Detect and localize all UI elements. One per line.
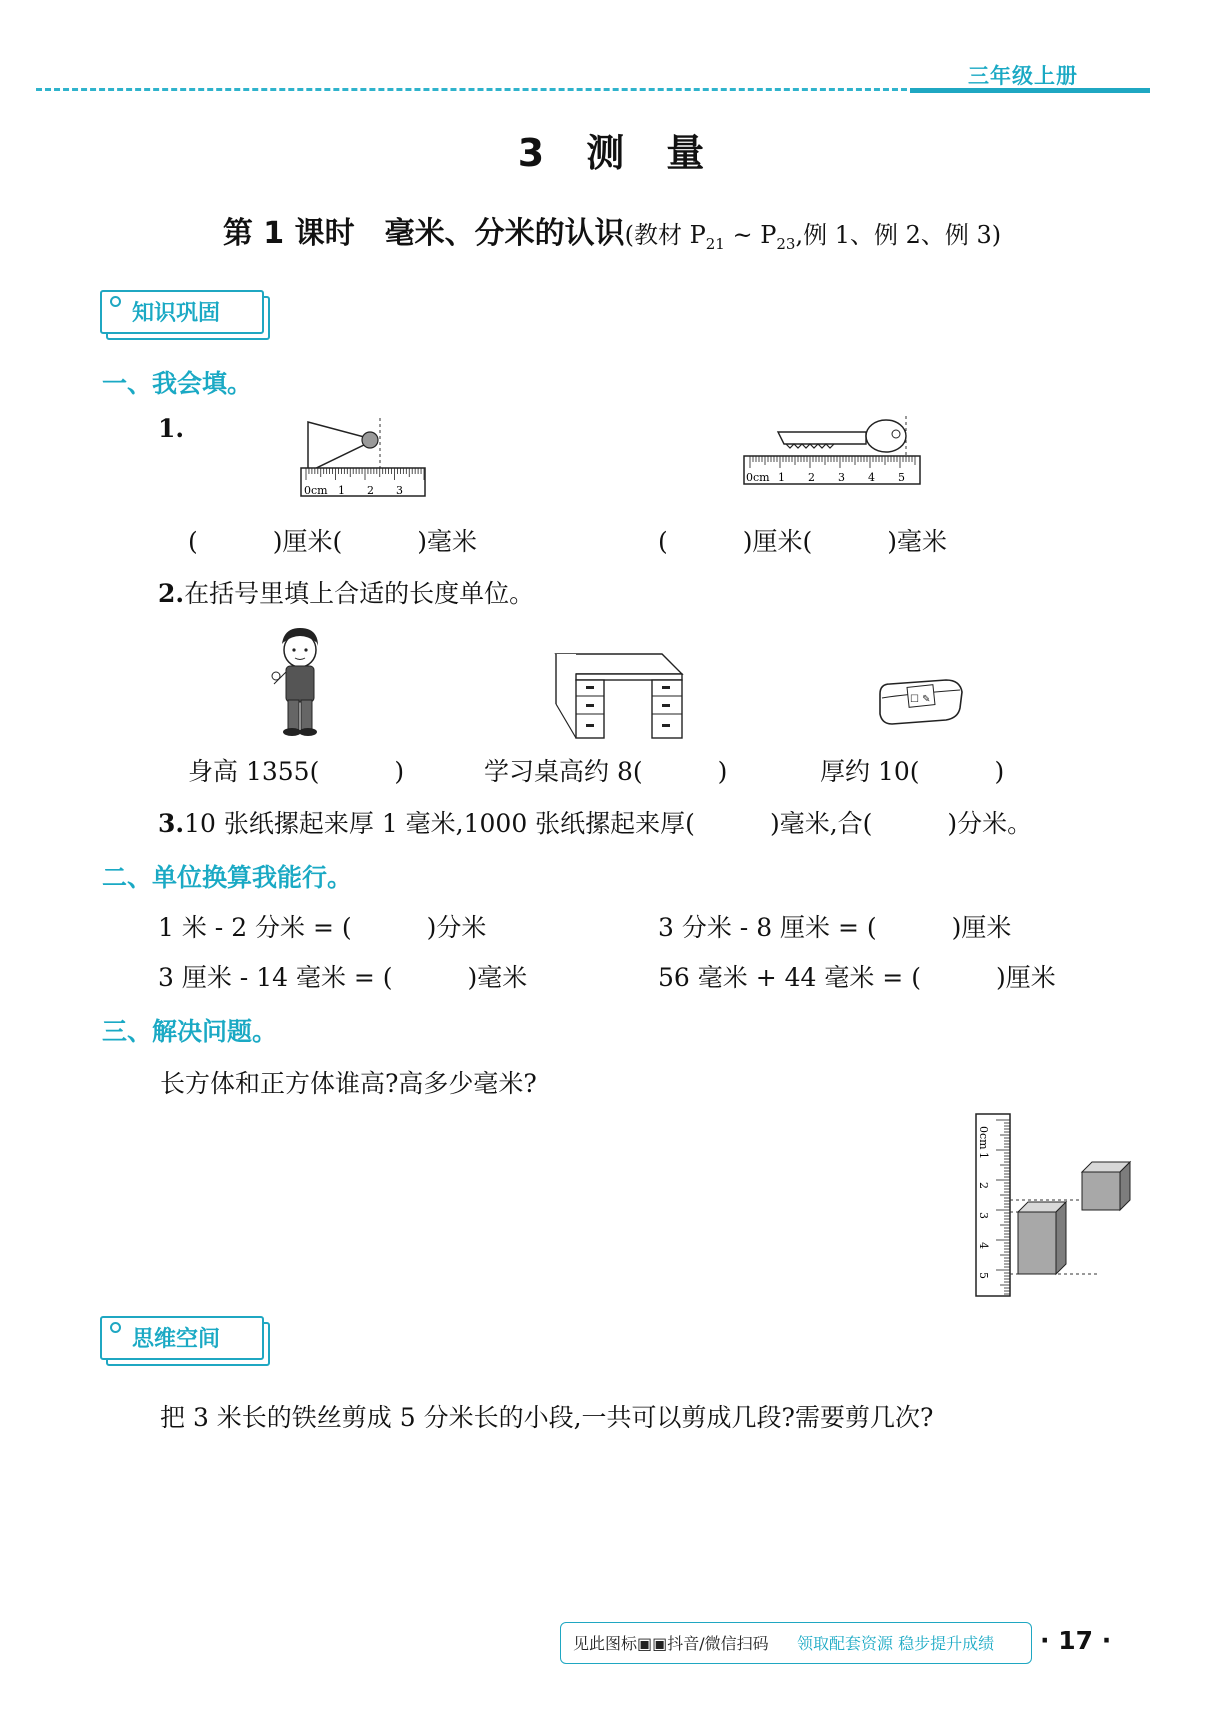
- conversion-item-3: 3 厘米 - 14 毫米 = ( )毫米: [158, 963, 528, 992]
- q2-item-eraser: 厚约 10( ): [820, 757, 1005, 786]
- eraser-illustration: [876, 676, 966, 728]
- section-box-label: 知识巩固: [132, 301, 221, 326]
- ruler-a-label-3: 3: [396, 484, 403, 497]
- q1-answer-b: ( )厘米( )毫米: [658, 527, 948, 556]
- ruler-b-label-2: 2: [808, 471, 815, 484]
- section-box-label: 思维空间: [132, 1327, 221, 1352]
- part2-heading: 二、单位换算我能行。: [102, 863, 353, 892]
- q3-text: 10 张纸摞起来厚 1 毫米,1000 张纸摞起来厚( )毫米,合( )分米。: [184, 809, 1033, 838]
- ruler-a-label-1: 1: [338, 484, 345, 497]
- footer-text-a: 见此图标▣▣抖音/微信扫码: [573, 1634, 769, 1653]
- v-ruler-label-0: 0cm: [977, 1126, 990, 1150]
- q3-number: 3.: [158, 809, 185, 838]
- section-dot-icon: [110, 1322, 121, 1333]
- ruler-b-label-4: 4: [868, 471, 875, 484]
- v-ruler-label-5: 5: [977, 1272, 990, 1279]
- conversion-item-2: 3 分米 - 8 厘米 = ( )厘米: [658, 913, 1012, 942]
- lesson-ref: (教材 $P_{21}$ ~ $P_{23}$,例 1、例 2、例 3): [624, 221, 1002, 253]
- section-dot-icon: [110, 296, 121, 307]
- footer-banner: [560, 1622, 1032, 1664]
- section-box-thinking: [100, 1316, 270, 1362]
- ruler-b-label-5: 5: [898, 471, 905, 484]
- part1-heading: 一、我会填。: [102, 369, 253, 398]
- q2-item-height: 身高 1355( ): [188, 757, 405, 786]
- header-dashed-line: [36, 88, 916, 91]
- section-box-knowledge: [100, 290, 270, 336]
- v-ruler-label-2: 2: [977, 1182, 990, 1189]
- v-ruler-label-3: 3: [977, 1212, 990, 1219]
- part3-question: 长方体和正方体谁高?高多少毫米?: [160, 1069, 537, 1098]
- ruler-a-label-2: 2: [367, 484, 374, 497]
- q2-item-desk: 学习桌高约 8( ): [484, 757, 728, 786]
- svg-text:☐ ✎: ☐ ✎: [910, 694, 931, 705]
- conversion-item-4: 56 毫米 + 44 毫米 = ( )厘米: [658, 963, 1056, 992]
- footer-text-b: 领取配套资源 稳步提升成绩: [797, 1634, 995, 1653]
- ruler-b-label-1: 1: [778, 471, 785, 484]
- v-ruler-label-4: 4: [977, 1242, 990, 1249]
- lesson-title-text: 第 1 课时 毫米、分米的认识: [222, 216, 625, 251]
- grade-label: 三年级上册: [968, 64, 1078, 88]
- q2-text: 在括号里填上合适的长度单位。: [184, 579, 535, 608]
- vertical-ruler-figure: [970, 1112, 1150, 1298]
- q3-line: [158, 804, 1032, 840]
- q1-answer-a: ( )厘米( )毫米: [188, 527, 478, 556]
- thinking-question: 把 3 米长的铁丝剪成 5 分米长的小段,一共可以剪成几段?需要剪几次?: [160, 1403, 934, 1432]
- page-number: · 17 ·: [1040, 1626, 1112, 1655]
- grade-tab: [910, 56, 1150, 92]
- ruler-b-label-3: 3: [838, 471, 845, 484]
- lesson-title: [0, 208, 1224, 253]
- part3-heading: 三、解决问题。: [102, 1017, 278, 1046]
- ruler-a-label-0: 0cm: [304, 484, 328, 497]
- chapter-title: 3 测 量: [517, 131, 707, 175]
- boy-illustration: [268, 626, 332, 738]
- q2-line: [158, 574, 534, 610]
- q2-number: 2.: [158, 579, 185, 608]
- q1-number: 1.: [158, 414, 185, 443]
- v-ruler-label-1: 1: [977, 1152, 990, 1159]
- ruler-cone-figure: [296, 410, 436, 502]
- conversion-item-1: 1 米 - 2 分米 = ( )分米: [158, 913, 487, 942]
- ruler-b-label-0: 0cm: [746, 471, 770, 484]
- desk-illustration: [552, 650, 686, 742]
- ruler-key-figure: [736, 412, 926, 490]
